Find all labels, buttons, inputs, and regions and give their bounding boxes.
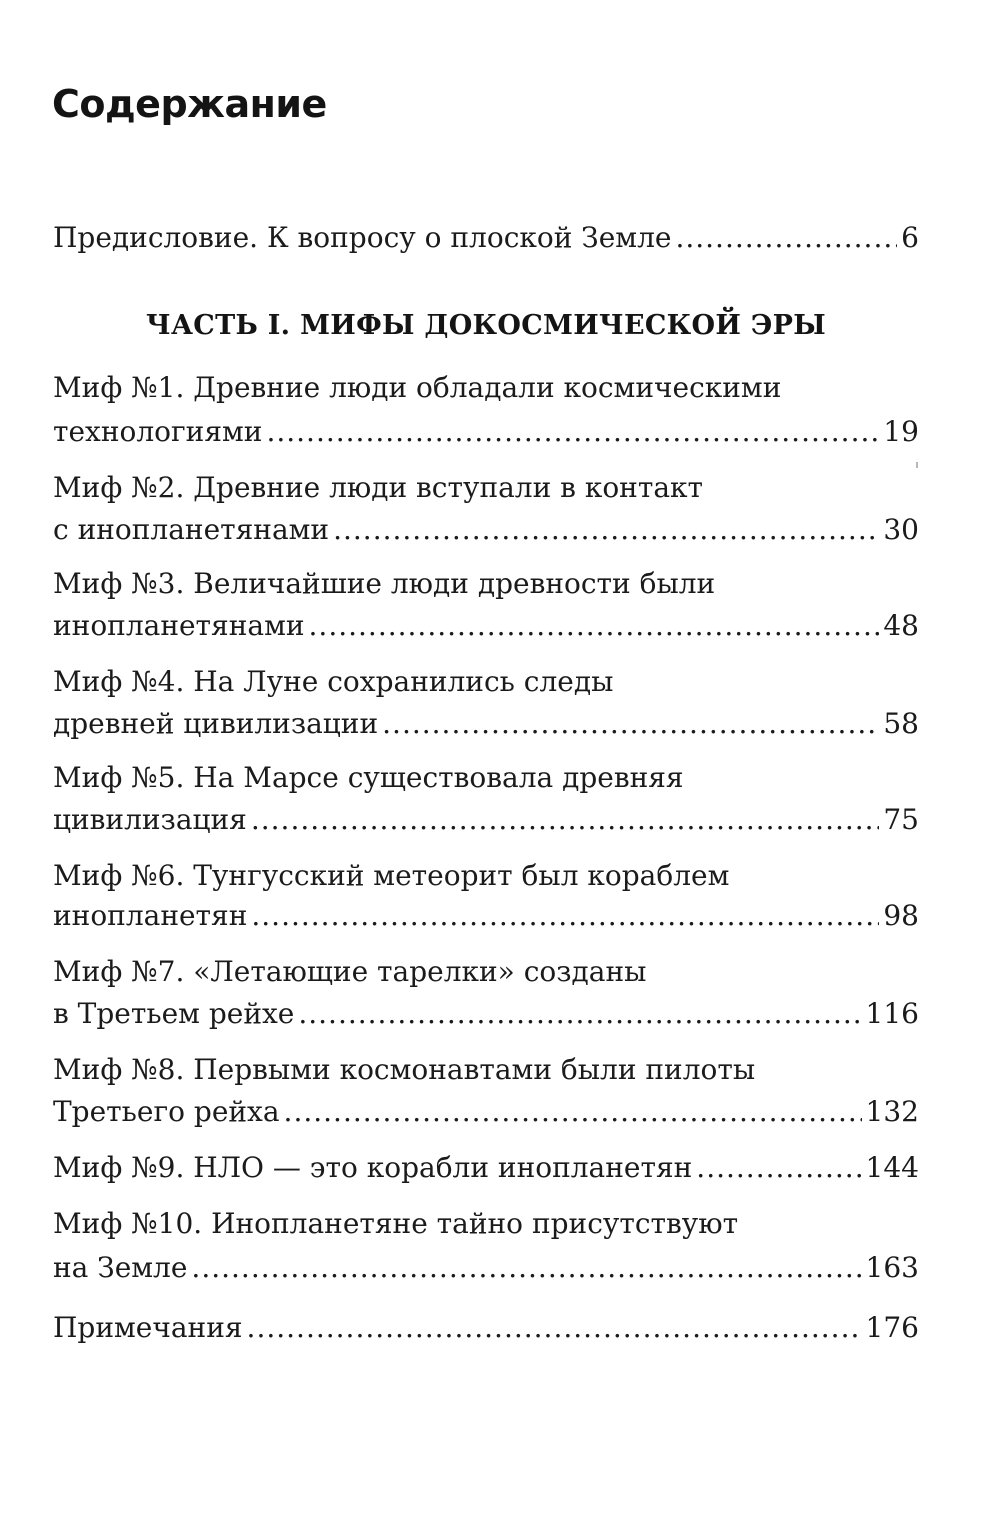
toc-entry-title[interactable]: Миф №10. Инопланетяне тайно присутствуют: [53, 1207, 739, 1240]
toc-entry-text: Примечания: [53, 1311, 243, 1344]
toc-entry-text: инопланетянами: [53, 609, 305, 642]
toc-entry-text: на Земле: [53, 1251, 188, 1284]
toc-page-number: 132: [865, 1095, 919, 1128]
toc-entry-notes[interactable]: [53, 1310, 919, 1346]
toc-page-number: 48: [883, 609, 919, 642]
toc-page-number: 116: [865, 997, 919, 1030]
toc-entry-title[interactable]: Миф №4. На Луне сохранились следы: [53, 665, 614, 698]
toc-page-number: 19: [883, 415, 919, 448]
toc-entry-text: с инопланетянами: [53, 513, 330, 546]
toc-entry-myth-9[interactable]: [53, 1150, 919, 1186]
page-title: Содержание: [52, 82, 327, 126]
toc-page-number: 144: [865, 1151, 919, 1184]
toc-entry-text: Предисловие. К вопросу о плоской Земле: [53, 221, 672, 254]
toc-page-number: 98: [883, 899, 919, 932]
dot-leader: [309, 608, 880, 644]
toc-entry-text: Миф №9. НЛО — это корабли инопланетян: [53, 1151, 693, 1184]
toc-entry-text: древней цивилизации: [53, 707, 379, 740]
toc-entry-myth-8[interactable]: [53, 1094, 919, 1130]
scan-speck: [916, 462, 918, 468]
dot-leader: [298, 996, 861, 1032]
toc-entry-myth-7[interactable]: [53, 996, 919, 1032]
toc-page-number: 176: [865, 1311, 919, 1344]
part-heading: ЧАСТЬ I. МИФЫ ДОКОСМИЧЕСКОЙ ЭРЫ: [146, 310, 826, 341]
toc-entry-title[interactable]: Миф №8. Первыми космонавтами были пилоты: [53, 1053, 756, 1086]
toc-page-number: 75: [883, 803, 919, 836]
toc-entry-myth-3[interactable]: [53, 608, 919, 644]
toc-entry-title[interactable]: Миф №5. На Марсе существовала древняя: [53, 761, 684, 794]
toc-entry-title[interactable]: Миф №2. Древние люди вступали в контакт: [53, 471, 704, 504]
dot-leader: [266, 414, 879, 450]
toc-entry-title[interactable]: Миф №3. Величайшие люди древности были: [53, 567, 716, 600]
toc-entry-myth-10[interactable]: [53, 1250, 919, 1286]
dot-leader: [696, 1150, 861, 1186]
toc-entry-text: инопланетян: [53, 899, 248, 932]
toc-entry-text: цивилизация: [53, 803, 247, 836]
toc-entry-text: Третьего рейха: [53, 1095, 280, 1128]
dot-leader: [247, 1310, 862, 1346]
toc-page-number: 6: [901, 221, 919, 254]
toc-entry-title[interactable]: Миф №1. Древние люди обладали космическими: [53, 371, 782, 404]
dot-leader: [191, 1250, 861, 1286]
dot-leader: [251, 898, 879, 934]
toc-entry-myth-5[interactable]: [53, 802, 919, 838]
toc-entry-myth-1[interactable]: [53, 414, 919, 450]
dot-leader: [284, 1094, 862, 1130]
toc-entry-title[interactable]: Миф №6. Тунгусский метеорит был кораблем: [53, 859, 730, 892]
dot-leader: [675, 220, 897, 256]
toc-page-number: 163: [865, 1251, 919, 1284]
toc-entry-myth-6[interactable]: [53, 898, 919, 934]
toc-page-number: 58: [883, 707, 919, 740]
toc-entry-preface[interactable]: [53, 220, 919, 256]
toc-entry-text: технологиями: [53, 415, 263, 448]
toc-page-number: 30: [883, 513, 919, 546]
dot-leader: [251, 802, 880, 838]
toc-entry-myth-2[interactable]: [53, 512, 919, 548]
toc-entry-title[interactable]: Миф №7. «Летающие тарелки» созданы: [53, 955, 647, 988]
dot-leader: [333, 512, 879, 548]
dot-leader: [382, 706, 879, 742]
toc-entry-myth-4[interactable]: [53, 706, 919, 742]
toc-entry-text: в Третьем рейхе: [53, 997, 295, 1030]
